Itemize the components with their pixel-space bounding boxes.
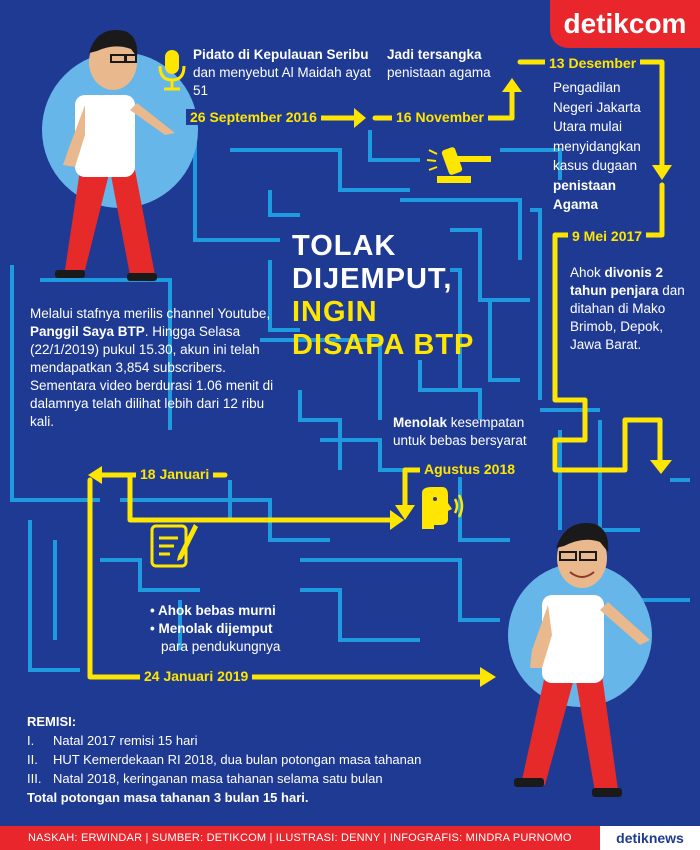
event-vonis-text [570, 264, 688, 354]
event-youtube-rest: . Hingga Selasa (22/1/2019) pukul 15.30, akun ini telah mendapatkan 3,854 subscribers. Sementara video berdurasi 1.06 menit di dalamnya telah dilihat lebih dari 12 ribu kali. [30, 324, 274, 429]
remisi-item [27, 731, 467, 750]
event-pidato-rest: dan menyebut Al Maidah ayat 51 [193, 65, 371, 98]
event-youtube-pre: Melalui stafnya merilis channel Youtube, [30, 306, 271, 321]
date-18-januari: 18 Januari [136, 466, 213, 482]
remisi-item-number: II. [27, 752, 38, 767]
remisi-item [27, 750, 467, 769]
event-menolak-bold: Menolak [393, 415, 448, 430]
date-16-november: 16 November [392, 109, 488, 125]
remisi-item-text: Natal 2018, keringanan masa tahanan selama satu bulan [53, 771, 383, 786]
brand-logo: detikcom [550, 0, 700, 48]
event-menolak-bebas-text [393, 414, 553, 450]
speaking-head-icon [418, 485, 466, 531]
footer-brand-logo: detiknews [600, 826, 700, 850]
event-tersangka-rest: penistaan agama [387, 65, 491, 80]
event-bebas-murni-text [150, 602, 350, 656]
event-sidang-text [553, 78, 663, 215]
event-sidang-bold: penistaan Agama [553, 177, 617, 212]
credits-footer [0, 826, 700, 850]
event-tersangka-text [387, 46, 517, 82]
date-24-januari-2019: 24 Januari 2019 [140, 668, 252, 684]
credits-text: NASKAH: ERWINDAR | SUMBER: DETIKCOM | ILUSTRASI: DENNY | INFOGRAFIS: MINDRA PURNOMO [28, 832, 572, 844]
event-pidato-text [193, 46, 373, 100]
event-menolak-rest: kesempatan untuk bebas bersyarat [393, 415, 527, 448]
event-vonis-pre: Ahok [570, 265, 605, 280]
remisi-item-text: Natal 2017 remisi 15 hari [53, 733, 198, 748]
date-13-desember: 13 Desember [545, 55, 640, 71]
document-icon [148, 518, 200, 570]
event-bebas-murni-rest: para pendukungnya [161, 639, 281, 654]
title-line-2: DIJEMPUT, [292, 263, 453, 295]
page-title [292, 230, 474, 362]
event-tersangka-bold: Jadi tersangka [387, 47, 482, 62]
event-vonis-bold: divonis 2 tahun penjara [570, 265, 664, 298]
event-bebas-murni-bullet1: • Ahok bebas murni [150, 603, 276, 618]
remisi-total: Total potongan masa tahanan 3 bulan 15 hari. [27, 790, 309, 805]
remisi-item-number: III. [27, 771, 42, 786]
date-26-september-2016: 26 September 2016 [186, 109, 321, 125]
remisi-item-text: HUT Kemerdekaan RI 2018, dua bulan potongan masa tahanan [53, 752, 422, 767]
remisi-item-number: I. [27, 733, 35, 748]
event-sidang-rest: Pengadilan Negeri Jakarta Utara mulai menyidangkan kasus dugaan [553, 80, 641, 173]
remisi-section [27, 712, 467, 807]
remisi-item [27, 769, 467, 788]
event-youtube-bold: Panggil Saya BTP [30, 324, 145, 339]
event-youtube-text [30, 305, 280, 431]
date-agustus-2018: Agustus 2018 [420, 461, 519, 477]
title-line-3: INGIN [292, 296, 378, 328]
title-line-4: DISAPA BTP [292, 329, 475, 361]
date-9-mei-2017: 9 Mei 2017 [568, 228, 646, 244]
event-bebas-murni-bullet2: • Menolak dijemput [150, 621, 273, 636]
microphone-icon [157, 48, 187, 92]
event-vonis-rest: dan ditahan di Mako Brimob, Depok, Jawa Barat. [570, 283, 685, 352]
remisi-heading: REMISI: [27, 714, 77, 729]
title-line-1: TOLAK [292, 230, 397, 262]
event-pidato-bold: Pidato di Kepulauan Seribu [193, 47, 369, 62]
ahok-walking-illustration-bottom [500, 510, 680, 810]
gavel-icon [425, 140, 495, 185]
